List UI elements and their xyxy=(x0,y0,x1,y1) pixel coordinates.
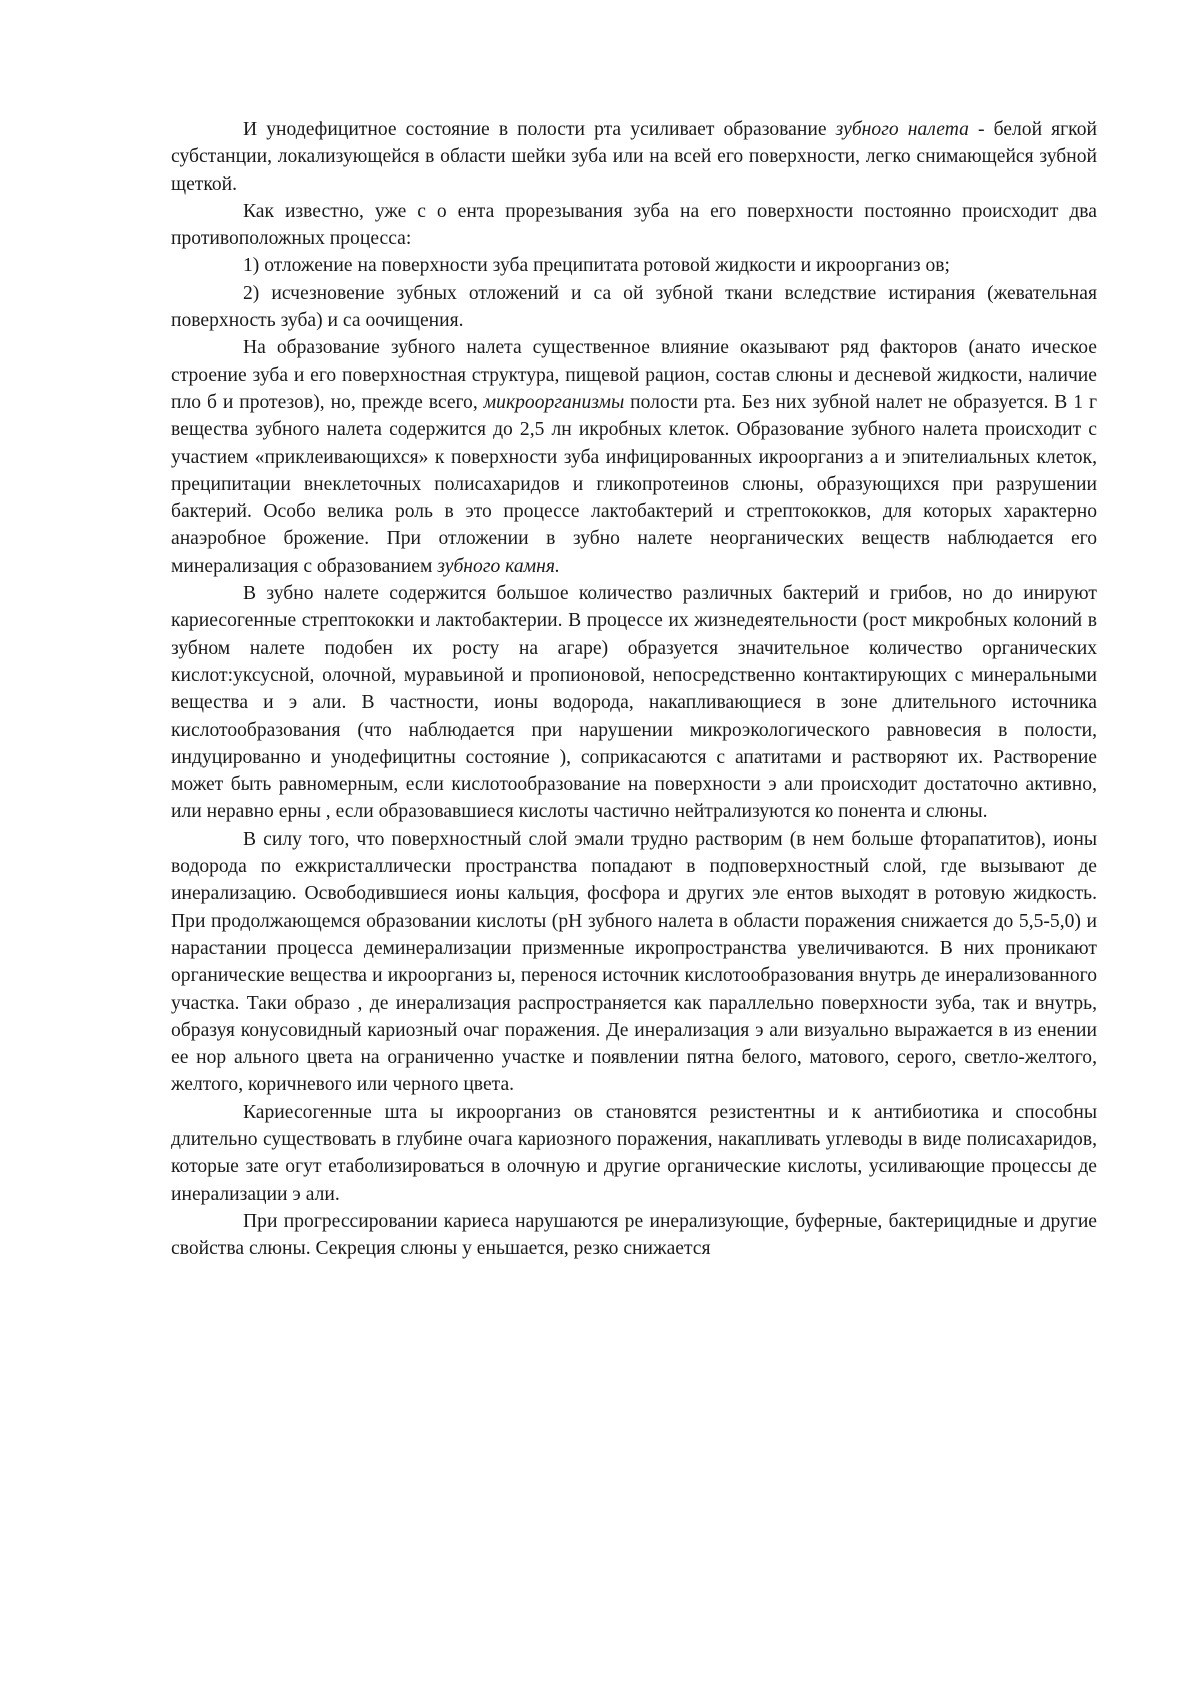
paragraph xyxy=(171,116,1097,198)
paragraph-text: Кариесогенные шта ы икроорганиз ов становятся резистентны и к антибиотика и способны длительно существовать в глубине очага кариозного поражения, накапливать углеводы в виде полисахаридов, которые зате огут етаболизироваться в олочную и другие органические кислоты, усиливающие процессы де инерализации э али. xyxy=(171,1101,1097,1205)
paragraph-text: В зубно налете содержится большое количество различных бактерий и грибов, но до инируют кариесогенные стрептококки и лактобактерии. В процессе их жизнедеятельности (рост микробных колоний в зубном налете подобен их росту на агаре) образуется значительное количество органических кислот:уксусной, олочной, муравьиной и пропионовой, непосредственно контактирующих с минеральными вещества и э али. В частности, ионы водорода, накапливающиеся в зоне длительного источника кислотообразования (что наблюдается при нарушении микроэкологического равновесия в полости, индуцированно и унодефицитны состояние ), соприкасаются с апатитами и растворяют их. Растворение может быть равномерным, если кислотообразование на поверхности э али происходит достаточно активно, или неравно ерны , если образовавшиеся кислоты частично нейтрализуются ко понента и слюны. xyxy=(171,583,1097,823)
paragraph-text: - белой ягкой субстанции, локализующейся в области шейки зуба или на всей его поверхности, легко снимающейся зубной щеткой. xyxy=(171,119,1097,195)
paragraph xyxy=(171,252,1097,279)
paragraph-text: И унодефицитное состояние в полости рта усиливает образование xyxy=(243,119,836,140)
italic-term: микроорганизмы xyxy=(483,391,625,413)
paragraph xyxy=(171,1208,1097,1263)
paragraph xyxy=(171,1099,1097,1208)
paragraph-text: На образование зубного налета существенное влияние оказывают ряд факторов (анато ическое строение зуба и его поверхностная структура, пищевой рацион, состав слюны и десневой жидкости, наличие пло б и протезов), но, прежде всего, xyxy=(171,337,1097,413)
italic-term: зубного камня. xyxy=(437,555,560,577)
paragraph xyxy=(171,580,1097,826)
paragraph-text: При прогрессировании кариеса нарушаются ре инерализующие, буферные, бактерицидные и другие свойства слюны. Секреция слюны у еньшается, резко снижается xyxy=(171,1210,1097,1260)
paragraph-text: В силу того, что поверхностный слой эмали трудно растворим (в нем больше фторапатитов), ионы водорода по ежкристаллически пространства попадают в подповерхностный слой, где вызывают де инерализацию. Освободившиеся ионы кальция, фосфора и других эле ентов выходят в ротовую жидкость. При продолжающемся образовании кислоты (pH зубного налета в области поражения снижается до 5,5-5,0) и нарастании процесса деминерализации призменные икропространства увеличиваются. В них проникают органические вещества и икроорганиз ы, перенося источник кислотообразования внутрь де инерализованного участка. Таки образо , де инерализация распространяется как параллельно поверхности зуба, так и внутрь, образуя конусовидный кариозный очаг поражения. Де инерализация э али визуально выражается в из енении ее нор ального цвета на ограниченно участке и появлении пятна белого, матового, серого, светло-желтого, желтого, коричневого или черного цвета. xyxy=(171,828,1097,1096)
paragraph-text: 1) отложение на поверхности зуба преципитата ротовой жидкости и икроорганиз ов; xyxy=(243,255,951,277)
paragraph-text: Как известно, уже с о ента прорезывания зуба на его поверхности постоянно происходит два противоположных процесса: xyxy=(171,200,1097,250)
paragraph xyxy=(171,826,1097,1099)
body-text xyxy=(171,116,1097,1262)
paragraph-text: 2) исчезновение зубных отложений и са ой зубной ткани вследствие истирания (жевательная поверхность зуба) и са оочищения. xyxy=(171,282,1097,332)
paragraph-text: полости рта. Без них зубной налет не образуется. В 1 г вещества зубного налета содержится до 2,5 лн икробных клеток. Образование зубного налета происходит с участием «приклеивающихся» к поверхности зуба инфицированных икроорганиз а и эпителиальных клеток, преципитации внеклеточных полисахаридов и гликопротеинов слюны, образующихся при разрушении бактерий. Особо велика роль в это процессе лактобактерий и стрептококков, для которых характерно анаэробное брожение. При отложении в зубно налете неорганических веществ наблюдается его минерализация с образованием xyxy=(171,391,1097,577)
italic-term: зубного налета xyxy=(835,119,969,140)
paragraph xyxy=(171,280,1097,335)
paragraph xyxy=(171,198,1097,253)
paragraph xyxy=(171,334,1097,580)
